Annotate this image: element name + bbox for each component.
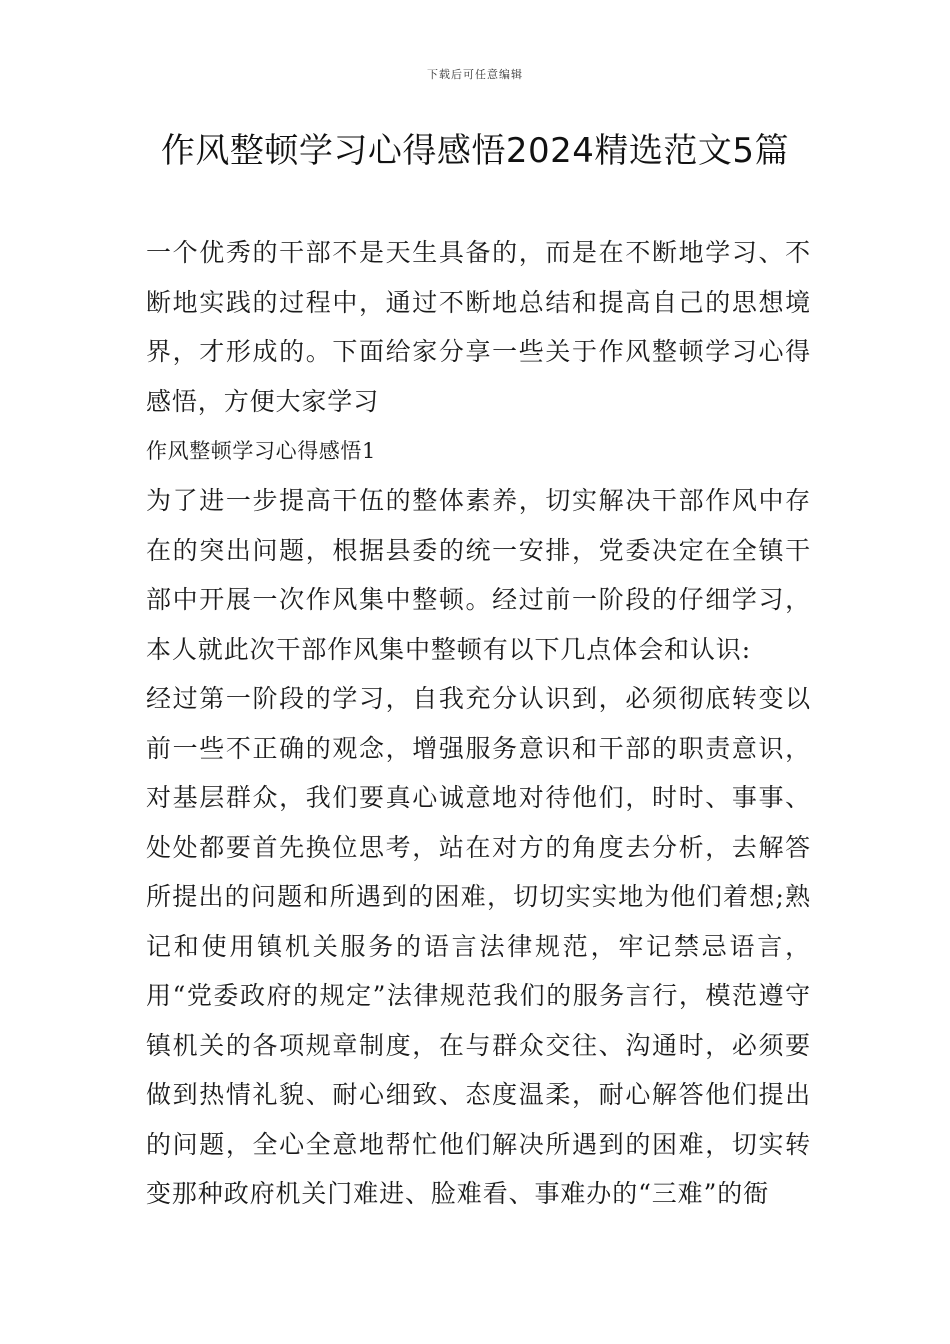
intro-paragraph: 一个优秀的干部不是天生具备的，而是在不断地学习、不断地实践的过程中，通过不断地总结和提高自己的思想境界，才形成的。下面给家分享一些关于作风整顿学习心得感悟，方便大家学习 <box>146 238 811 416</box>
body-paragraph: 经过第一阶段的学习，自我充分认识到，必须彻底转变以前一些不正确的观念，增强服务意识和干部的职责意识，对基层群众，我们要真心诚意地对待他们，时时、事事、处处都要首先换位思考，站在对方的角度去分析，去解答所提出的问题和所遇到的困难，切切实实地为他们着想;熟记和使用镇机关服务的语言法律规范，牢记禁忌语言，用“党委政府的规定”法律规范我们的服务言行，模范遵守镇机关的各项规章制度，在与群众交往、沟通时，必须要做到热情礼貌、耐心细致、态度温柔，耐心解答他们提出的问题，全心全意地帮忙他们解决所遇到的困难，切实转变那种政府机关门难进、脸难看、事难办的“三难”的衙 <box>146 684 811 1208</box>
section-heading: 作风整顿学习心得感悟1 <box>146 439 376 463</box>
document-body <box>146 228 811 1219</box>
header-note: 下载后可任意编辑 <box>427 68 523 81</box>
page-title: 作风整顿学习心得感悟2024精选范文5篇 <box>160 131 790 171</box>
body-paragraph: 为了进一步提高干伍的整体素养，切实解决干部作风中存在的突出问题，根据县委的统一安排，党委决定在全镇干部中开展一次作风集中整顿。经过前一阶段的仔细学习，本人就此次干部作风集中整顿有以下几点体会和认识: <box>146 486 811 664</box>
